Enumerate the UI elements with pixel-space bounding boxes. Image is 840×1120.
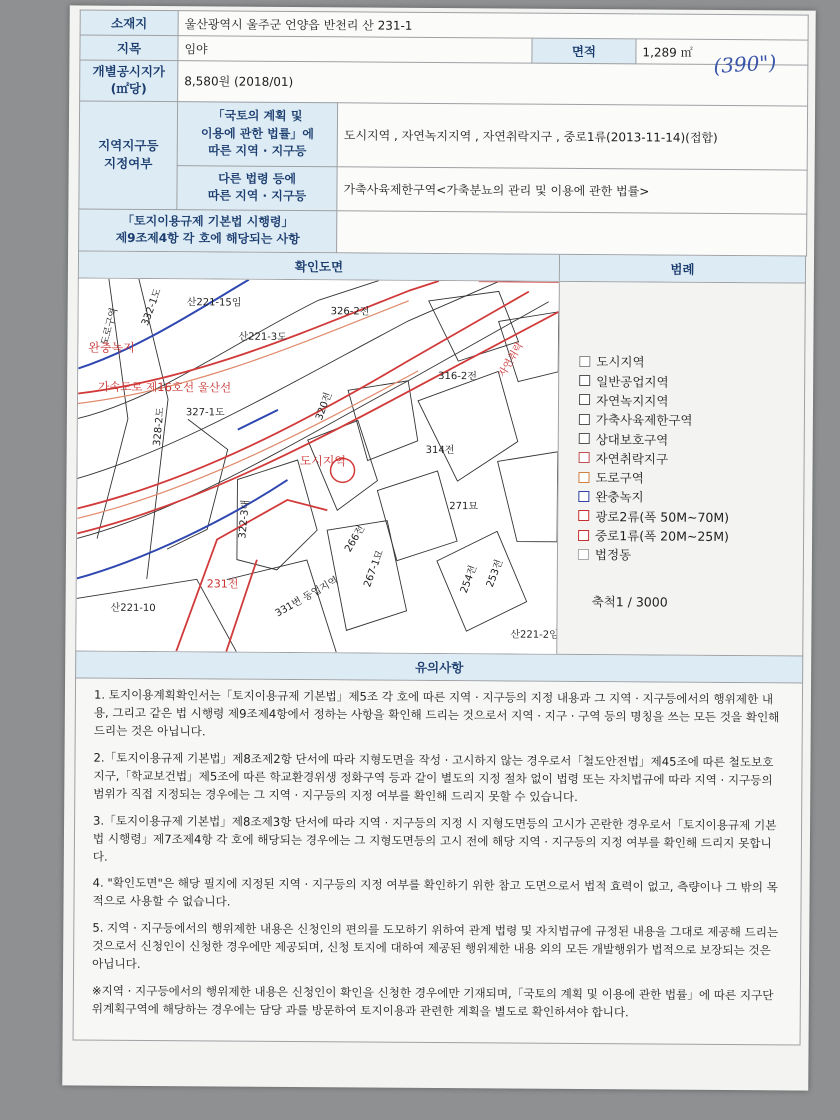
legend-swatch — [579, 394, 590, 405]
map-label-parcel: 316-2전 — [438, 370, 477, 383]
zone-national-law-label: 「국토의 계획 및 이용에 관한 법률」에 따른 지역 · 지구등 — [177, 101, 337, 166]
legend-swatch — [579, 356, 590, 367]
legend-label: 도로구역 — [595, 470, 644, 486]
legend-item — [578, 468, 803, 489]
legend-item — [578, 506, 803, 527]
map-label-parcel: 산221-2임 — [510, 629, 559, 641]
legend-swatch — [578, 530, 589, 541]
map-label-buffer-green: 완충녹지 — [88, 340, 135, 355]
map-label-parcel: 332-1도 — [140, 286, 164, 327]
legend-item — [579, 429, 804, 450]
map-label-parcel: 267-1묘 — [362, 548, 386, 589]
legend-swatch — [579, 414, 590, 425]
note-item: 3.「토지이용규제 기본법」제8조제3항 단서에 따라 지역 · 지구등의 지정 시 지형도면등의 고시가 곤란한 경우로서「토지이용규제 기본법 시행령」제7조제4항 각 호에 해당되는 경우에는 그 지형도면등의 고시 전에 해당 지역 · 지구등의 지정 여부를 확인해 드리지 못합니다. — [92, 813, 777, 864]
map-label-village: 자연취락 — [496, 340, 526, 380]
land-type-label: 지목 — [80, 35, 178, 61]
legend-swatch — [578, 472, 589, 483]
cadastral-map — [76, 278, 560, 653]
area-value: 1,289 ㎡ — [636, 39, 808, 65]
legend-swatch — [578, 549, 589, 560]
map-label-parcel: 266전 — [343, 523, 368, 554]
map-label-parcel: 산221-15임 — [186, 296, 242, 309]
map-label-parcel: 326-2전 — [330, 305, 370, 318]
legend-label: 자연녹지지역 — [595, 393, 669, 409]
map-title: 확인도면 — [79, 251, 560, 280]
enforcement-label: 「토지이용규제 기본법 시행령」 제9조제4항 각 호에 해당되는 사항 — [79, 209, 337, 253]
handwritten-note: (390") — [712, 50, 778, 79]
legend-swatch — [579, 433, 590, 444]
note-item: 1. 토지이용계획확인서는「토지이용규제 기본법」제5조 각 호에 따른 지역 · 지구등의 지정 내용과 그 지역 · 지구등에서의 행위제한 내용, 그리고 같은 법 시행령 제9조제4항에서 정하는 사항을 확인해 드리는 것으로서 지역 · 지구 · 구역 등의 명칭을 쓰는 모든 것을 확인해 드리는 것은 아닙니다. — [93, 687, 780, 739]
legend-title: 범례 — [560, 255, 805, 283]
legend-label: 완충녹지 — [595, 489, 644, 505]
legend-label: 상대보호구역 — [595, 431, 669, 448]
map-label-road-area: 231전 — [206, 577, 239, 591]
land-type-value: 임야 — [178, 36, 532, 63]
legend-label: 자연취락지구 — [595, 450, 669, 467]
map-section — [75, 278, 806, 656]
legend-item — [578, 525, 803, 546]
legend — [557, 282, 805, 656]
legend-item — [579, 371, 804, 392]
map-label-parcel: 327-1도 — [185, 406, 225, 419]
legend-label: 가축사육제한구역 — [595, 412, 693, 429]
legend-label: 일반공업지역 — [596, 373, 669, 390]
notes-section — [73, 678, 804, 1046]
map-label-parcel: 도로구역 — [99, 306, 121, 347]
map-label-highway: 가속도로 제16호선 울산선 — [98, 379, 232, 395]
note-item: ※지역 · 지구등에서의 행위제한 내용은 신청인이 확인을 신청한 경우에만 기재되며,「국토의 계획 및 이용에 관한 법률」에 따른 지구단위계획구역에 해당하는 경우에는 담당 과를 방문하여 토지이용과 관련한 계획을 별도로 확인하셔야 합니다. — [91, 983, 774, 1020]
legend-item — [579, 410, 804, 431]
area-label: 면적 — [532, 38, 636, 64]
zone-other-law-label: 다른 법령 등에 따른 지역 · 지구등 — [177, 165, 337, 210]
zone-national-law-value: 도시지역 , 자연녹지지역 , 자연취락지구 , 중로1류(2013-11-14)(접합) — [337, 103, 807, 170]
legend-label: 도시지역 — [596, 354, 645, 370]
location-label: 소재지 — [80, 10, 178, 36]
map-label-parcel: 314전 — [425, 444, 455, 456]
enforcement-value — [337, 211, 807, 256]
note-item: 2.「토지이용규제 기본법」제8조제2항 단서에 따라 지형도면을 작성 · 고시하지 않는 경우로서「철도안전법」제45조에 따른 철도보호지구,「학교보건법」제5조에 따른 학교환경위생 정화구역 등과 같이 별도의 지정 절차 없이 법령 또는 자치법규에 따라 지역 · 지구등의 범위가 직접 지정되는 경우에는 그 지역 · 지구등의 지정 여부를 확인해 드리지 못할 수 있습니다. — [93, 750, 774, 804]
map-label-parcel: 산221-3도 — [238, 331, 287, 343]
note-item: 4. "확인도면"은 해당 필지에 지정된 지역 · 지구등의 지정 여부를 확인하기 위한 참고 도면으로서 법적 효력이 없고, 측량이나 그 밖의 목적으로 사용할 수 없습니다. — [92, 876, 778, 909]
legend-item — [579, 390, 804, 411]
map-label-urban-area: 도시지역 — [299, 453, 347, 469]
legend-label: 중로1류(폭 20M~25M) — [595, 528, 729, 545]
map-label-parcel: 322-3대 — [237, 499, 252, 539]
legend-item — [579, 448, 804, 469]
map-label-parcel: 331변 동업지역 — [273, 574, 341, 620]
map-label-parcel: 271묘 — [449, 500, 479, 513]
document-paper — [62, 5, 816, 1090]
legend-swatch — [578, 491, 589, 502]
map-label-parcel: 산221-10 — [110, 602, 156, 614]
note-item: 5. 지역 · 지구등에서의 행위제한 내용은 신청인의 편의를 도모하기 위하여 관계 법령 및 자치법규에 규정된 내용을 그대로 제공해 드리는 것으로서 신청인이 신청한 경우에만 제공되며, 신청 토지에 대하여 제공된 행위제한 내용 외의 모든 개발행위가 법적으로 보장되는 것은 아닙니다. — [92, 920, 779, 972]
map-label-parcel: 253전 — [484, 557, 506, 589]
legend-label: 광로2류(폭 50M~70M) — [595, 508, 730, 525]
map-label-parcel: 320전 — [314, 390, 335, 422]
legend-item — [578, 487, 803, 508]
zone-other-law-value: 가축사육제한구역<가축분뇨의 관리 및 이용에 관한 법률> — [337, 167, 807, 214]
legend-label: 법정동 — [594, 547, 632, 563]
legend-swatch — [579, 375, 590, 386]
zone-label: 지역지구등 지정여부 — [79, 101, 178, 210]
legend-item — [578, 545, 803, 566]
info-table — [78, 9, 809, 256]
legend-swatch — [579, 452, 590, 463]
legend-item — [579, 352, 804, 373]
map-label-parcel: 328-2도 — [151, 406, 167, 447]
map-label-parcel: 254전 — [458, 563, 480, 595]
map-scale: 축척1 / 3000 — [591, 594, 668, 610]
notes-title: 유의사항 — [75, 651, 803, 683]
legend-swatch — [578, 510, 589, 521]
price-value: 8,580원 (2018/01) — [178, 61, 808, 106]
price-label: 개별공시지가 (㎡당) — [80, 60, 178, 101]
land-use-certificate — [73, 9, 808, 1045]
location-value: 울산광역시 울주군 언양읍 반천리 산 231-1 — [178, 11, 808, 40]
